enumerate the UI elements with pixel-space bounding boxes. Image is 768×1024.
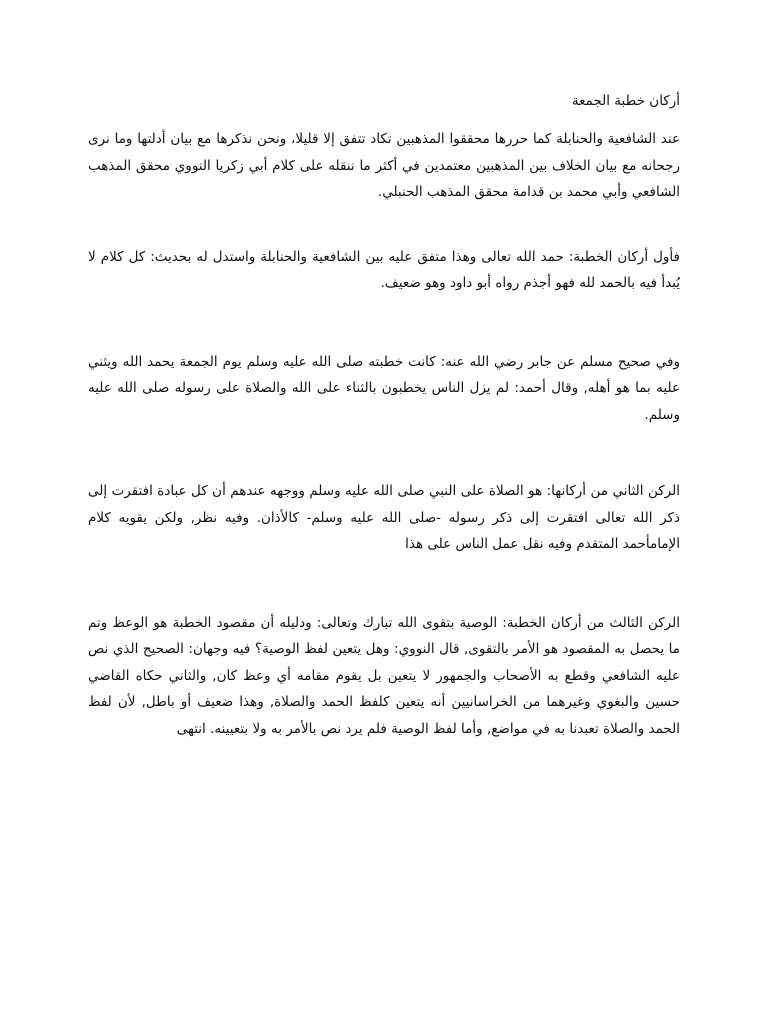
paragraph-first-pillar: فأول أركان الخطبة: حمد الله تعالى وهذا متفق عليه بين الشافعية والحنابلة واستدل له بحديث: كل كلام لا يُبدأ فيه بالحمد لله فهو أجذم رواه أبو داود وهو ضعيف. xyxy=(88,248,680,291)
paragraph-second-pillar: الركن الثاني من أركانها: هو الصلاة على النبي صلى الله عليه وسلم ووجهه عندهم أن كل عبادة افتقرت إلى ذكر الله تعالى افتقرت إلى ذكر رسوله -صلى الله عليه وسلم- كالأذان. وفيه نظر, ولكن يقويه كلام الإمامأحمد المتقدم وفيه نقل عمل الناس على هذا xyxy=(88,483,680,552)
document-body xyxy=(88,90,680,742)
paragraph-intro: عند الشافعية والحنابلة كما حررها محققوا المذهبين تكاد تتفق إلا قليلا، ونحن نذكرها مع بيان أدلتها وما نرى رجحانه مع بيان الخلاف بين المذهبين معتمدين في أكثر ما ننقله على كلام أبي زكريا النووي محقق المذهب الشافعي وأبي محمد بن قدامة محقق المذهب الحنبلي. xyxy=(88,131,680,200)
paragraph-third-pillar: الركن الثالث من أركان الخطبة: الوصية بتقوى الله تبارك وتعالى: ودليله أن مقصود الخطبة هو الوعظ وتم ما يحصل به المقصود هو الأمر بالتقوى, قال النووي: وهل يتعين لفظ الوصية؟ فيه وجهان: الصحيح الذي نص عليه الشافعي وقطع به الأصحاب والجمهور لا يتعين بل يقوم مقامه أي وعظ كان, والثاني حكاه القاضي حسين والبغوي وغيرهما من الخراسانيين أنه يتعين كلفظ الحمد والصلاة, وهذا ضعيف أو باطل, لأن لفظ الحمد والصلاة تعبدنا به في مواضع, وأما لفظ الوصية فلم يرد نص بالأمر به ولا بتعيينه. انتهى xyxy=(88,614,680,737)
paragraph-hadith: وفي صحيح مسلم عن جابر رضي الله عنه: كانت خطبته صلى الله عليه وسلم يوم الجمعة يحمد الله ويثني عليه بما هو أهله, وقال أحمد: لم يزل الناس يخطبون بالثناء على الله والصلاة على رسوله صلى الله عليه وسلم. xyxy=(88,353,680,423)
document-title: أركان خطبة الجمعة xyxy=(571,93,680,109)
